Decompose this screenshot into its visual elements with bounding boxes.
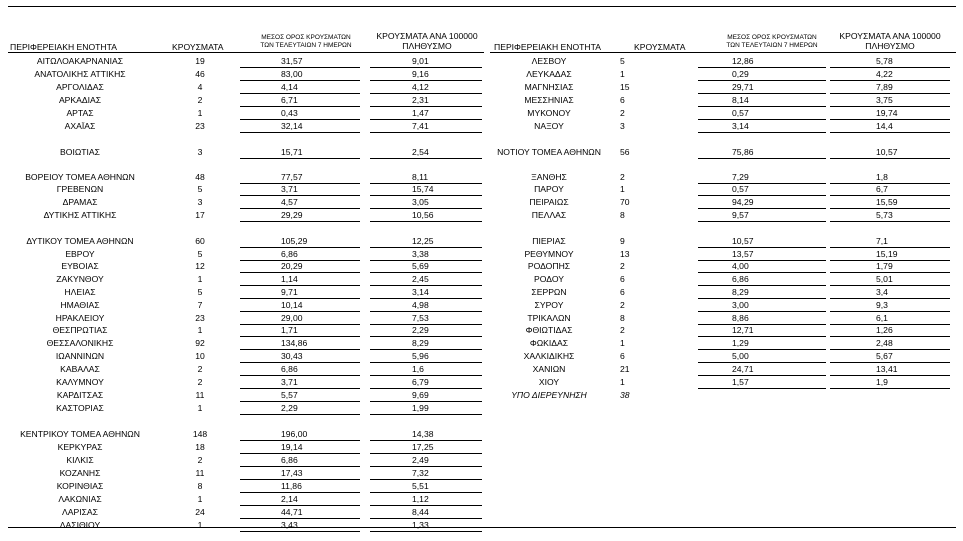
left-header-per100k [372, 31, 482, 51]
cell-underline [240, 221, 360, 222]
right-cases-cell: 1 [620, 338, 625, 348]
left-avg7-cell: 30,43 [281, 351, 303, 361]
right-name-cell: ΦΩΚΙΔΑΣ [529, 338, 569, 348]
left-cases-cell: 92 [195, 338, 205, 348]
left-per100k-cell: 5,51 [412, 481, 429, 491]
right-name-cell: ΦΘΙΩΤΙΔΑΣ [525, 325, 573, 335]
right-avg7-cell: 13,57 [732, 249, 754, 259]
cell-underline [240, 132, 360, 133]
left-per100k-cell: 8,11 [412, 172, 429, 182]
left-name-cell: ΒΟΡΕΙΟΥ ΤΟΜΕΑ ΑΘΗΝΩΝ [25, 172, 135, 182]
left-per100k-cell: 17,25 [412, 442, 434, 452]
right-per100k-cell: 6,1 [876, 313, 888, 323]
left-avg7-cell: 196,00 [281, 429, 308, 439]
right-avg7-cell: 24,71 [732, 364, 754, 374]
left-header-per100k-line2: ΠΛΗΘΥΣΜΟ [402, 41, 452, 51]
right-name-cell: ΝΟΤΙΟΥ ΤΟΜΕΑ ΑΘΗΝΩΝ [497, 147, 601, 157]
left-per100k-cell: 12,25 [412, 236, 434, 246]
right-name-cell: ΛΕΥΚΑΔΑΣ [526, 69, 572, 79]
left-per100k-cell: 2,29 [412, 325, 429, 335]
left-avg7-cell: 6,86 [281, 455, 298, 465]
right-name-cell: ΝΑΞΟΥ [534, 121, 564, 131]
left-avg7-cell: 2,14 [281, 494, 298, 504]
left-name-cell: ΑΡΤΑΣ [66, 108, 94, 118]
right-avg7-cell: 8,86 [732, 313, 749, 323]
right-cases-cell: 1 [620, 377, 625, 387]
left-avg7-cell: 10,14 [281, 300, 303, 310]
left-name-cell: ΙΩΑΝΝΙΝΩΝ [55, 351, 105, 361]
right-avg7-cell: 4,00 [732, 261, 749, 271]
left-avg7-cell: 20,29 [281, 261, 303, 271]
right-name-cell: ΜΥΚΟΝΟΥ [527, 108, 571, 118]
left-per100k-cell: 7,53 [412, 313, 429, 323]
left-per100k-cell: 1,6 [412, 364, 424, 374]
right-per100k-cell: 1,26 [876, 325, 893, 335]
cell-underline [698, 158, 826, 159]
left-avg7-cell: 6,86 [281, 364, 298, 374]
left-per100k-cell: 2,54 [412, 147, 429, 157]
left-cases-cell: 3 [197, 147, 203, 157]
left-cases-cell: 1 [197, 274, 203, 284]
right-name-cell: ΜΕΣΣΗΝΙΑΣ [524, 95, 574, 105]
left-per100k-cell: 3,38 [412, 249, 429, 259]
left-avg7-cell: 6,86 [281, 249, 298, 259]
right-per100k-cell: 5,01 [876, 274, 893, 284]
right-avg7-cell: 1,57 [732, 377, 749, 387]
left-per100k-cell: 9,16 [412, 69, 429, 79]
right-name-cell: ΠΕΙΡΑΙΩΣ [529, 197, 569, 207]
right-per100k-cell: 5,78 [876, 56, 893, 66]
left-name-cell: ΚΑΣΤΟΡΙΑΣ [56, 403, 104, 413]
right-avg7-cell: 3,14 [732, 121, 749, 131]
right-name-cell: ΠΙΕΡΙΑΣ [532, 236, 566, 246]
right-cases-cell: 1 [620, 69, 625, 79]
left-cases-cell: 1 [197, 520, 203, 530]
right-cases-cell: 70 [620, 197, 630, 207]
right-per100k-cell: 1,9 [876, 377, 888, 387]
left-name-cell: ΚΟΡΙΝΘΙΑΣ [56, 481, 104, 491]
left-avg7-cell: 3,71 [281, 184, 298, 194]
left-per100k-cell: 3,05 [412, 197, 429, 207]
right-per100k-cell: 5,67 [876, 351, 893, 361]
right-cases-cell: 8 [620, 210, 625, 220]
cell-underline [240, 414, 360, 415]
left-avg7-cell: 1,14 [281, 274, 298, 284]
left-cases-cell: 1 [197, 108, 203, 118]
left-name-cell: ΓΡΕΒΕΝΩΝ [56, 184, 104, 194]
right-avg7-cell: 1,29 [732, 338, 749, 348]
right-cases-cell: 2 [620, 261, 625, 271]
left-name-cell: ΚΕΝΤΡΙΚΟΥ ΤΟΜΕΑ ΑΘΗΝΩΝ [20, 429, 140, 439]
left-cases-cell: 7 [197, 300, 203, 310]
right-avg7-cell: 10,57 [732, 236, 754, 246]
left-cases-cell: 11 [195, 468, 205, 478]
right-name-cell: ΧΑΝΙΩΝ [532, 364, 566, 374]
left-per100k-cell: 4,12 [412, 82, 429, 92]
left-name-cell: ΚΟΖΑΝΗΣ [59, 468, 101, 478]
right-name-cell: ΠΑΡΟΥ [534, 184, 564, 194]
left-avg7-cell: 15,71 [281, 147, 303, 157]
right-avg7-cell: 8,14 [732, 95, 749, 105]
left-avg7-cell: 77,57 [281, 172, 303, 182]
right-header-per100k-line1: ΚΡΟΥΣΜΑΤΑ ΑΝΑ 100000 [839, 31, 941, 41]
right-per100k-cell: 4,22 [876, 69, 893, 79]
left-cases-cell: 5 [197, 249, 203, 259]
right-cases-cell: 6 [620, 95, 625, 105]
left-name-cell: ΕΥΒΟΙΑΣ [61, 261, 99, 271]
left-avg7-cell: 9,71 [281, 287, 298, 297]
left-avg7-cell: 32,14 [281, 121, 303, 131]
left-name-cell: ΒΟΙΩΤΙΑΣ [60, 147, 100, 157]
right-avg7-cell: 75,86 [732, 147, 754, 157]
right-cases-cell: 6 [620, 274, 625, 284]
right-name-cell: ΡΕΘΥΜΝΟΥ [524, 249, 574, 259]
right-cases-cell: 9 [620, 236, 625, 246]
left-cases-cell: 1 [197, 403, 203, 413]
right-name-cell: ΧΑΛΚΙΔΙΚΗΣ [523, 351, 575, 361]
left-cases-cell: 2 [197, 364, 203, 374]
right-avg7-cell: 6,86 [732, 274, 749, 284]
left-avg7-cell: 31,57 [281, 56, 303, 66]
right-header-avg [722, 34, 822, 50]
right-avg7-cell: 29,71 [732, 82, 754, 92]
left-per100k-cell: 10,56 [412, 210, 434, 220]
right-header-rule [490, 52, 956, 53]
left-name-cell: ΛΑΣΙΘΙΟΥ [59, 520, 101, 530]
right-cases-cell: 2 [620, 300, 625, 310]
right-avg7-cell: 0,57 [732, 108, 749, 118]
left-cases-cell: 4 [197, 82, 203, 92]
left-per100k-cell: 1,33 [412, 520, 429, 530]
left-per100k-cell: 5,69 [412, 261, 429, 271]
left-name-cell: ΑΧΑΪΑΣ [64, 121, 96, 131]
left-per100k-cell: 7,32 [412, 468, 429, 478]
left-avg7-cell: 105,29 [281, 236, 308, 246]
left-cases-cell: 2 [197, 377, 203, 387]
left-cases-cell: 2 [197, 455, 203, 465]
right-header-cases: ΚΡΟΥΣΜΑΤΑ [634, 42, 686, 52]
right-per100k-cell: 1,8 [876, 172, 888, 182]
left-name-cell: ΚΕΡΚΥΡΑΣ [57, 442, 103, 452]
left-cases-cell: 60 [195, 236, 205, 246]
right-per100k-cell: 2,48 [876, 338, 893, 348]
left-name-cell: ΛΑΡΙΣΑΣ [62, 507, 98, 517]
left-cases-cell: 5 [197, 184, 203, 194]
right-cases-cell: 21 [620, 364, 630, 374]
right-name-cell: ΥΠΟ ΔΙΕΡΕΥΝΗΣΗ [511, 390, 587, 400]
right-header-per100k [834, 31, 946, 51]
left-cases-cell: 1 [197, 494, 203, 504]
right-cases-cell: 56 [620, 147, 630, 157]
cell-underline [370, 531, 482, 532]
right-per100k-cell: 15,19 [876, 249, 898, 259]
left-avg7-cell: 2,29 [281, 403, 298, 413]
left-cases-cell: 24 [195, 507, 205, 517]
right-per100k-cell: 6,7 [876, 184, 888, 194]
cell-underline [830, 388, 950, 389]
left-per100k-cell: 2,49 [412, 455, 429, 465]
left-name-cell: ΘΕΣΠΡΩΤΙΑΣ [52, 325, 108, 335]
left-cases-cell: 12 [195, 261, 205, 271]
left-name-cell: ΚΑΒΑΛΑΣ [60, 364, 100, 374]
left-cases-cell: 8 [197, 481, 203, 491]
right-per100k-cell: 5,73 [876, 210, 893, 220]
right-name-cell: ΧΙΟΥ [538, 377, 560, 387]
left-avg7-cell: 6,71 [281, 95, 298, 105]
right-avg7-cell: 12,86 [732, 56, 754, 66]
right-per100k-cell: 15,59 [876, 197, 898, 207]
left-cases-cell: 19 [195, 56, 205, 66]
left-cases-cell: 2 [197, 95, 203, 105]
cell-underline [240, 158, 360, 159]
right-avg7-cell: 0,29 [732, 69, 749, 79]
cell-underline [370, 221, 482, 222]
right-per100k-cell: 7,1 [876, 236, 888, 246]
cell-underline [830, 132, 950, 133]
right-cases-cell: 2 [620, 108, 625, 118]
left-per100k-cell: 4,98 [412, 300, 429, 310]
left-cases-cell: 46 [195, 69, 205, 79]
cell-underline [370, 414, 482, 415]
left-per100k-cell: 6,79 [412, 377, 429, 387]
right-name-cell: ΣΕΡΡΩΝ [531, 287, 567, 297]
left-name-cell: ΑΝΑΤΟΛΙΚΗΣ ΑΤΤΙΚΗΣ [34, 69, 126, 79]
left-name-cell: ΚΙΛΚΙΣ [66, 455, 94, 465]
top-rule [8, 6, 956, 7]
right-cases-cell: 1 [620, 184, 625, 194]
left-avg7-cell: 4,57 [281, 197, 298, 207]
cell-underline [370, 132, 482, 133]
left-name-cell: ΑΙΤΩΛΟΑΚΑΡΝΑΝΙΑΣ [36, 56, 124, 66]
left-name-cell: ΔΥΤΙΚΟΥ ΤΟΜΕΑ ΑΘΗΝΩΝ [26, 236, 134, 246]
right-avg7-cell: 94,29 [732, 197, 754, 207]
right-avg7-cell: 3,00 [732, 300, 749, 310]
left-name-cell: ΔΡΑΜΑΣ [62, 197, 98, 207]
left-header-avg-line1: ΜΕΣΟΣ ΟΡΟΣ ΚΡΟΥΣΜΑΤΩΝ [261, 34, 351, 41]
right-per100k-cell: 7,89 [876, 82, 893, 92]
right-cases-cell: 6 [620, 351, 625, 361]
left-avg7-cell: 3,71 [281, 377, 298, 387]
right-header-avg-line1: ΜΕΣΟΣ ΟΡΟΣ ΚΡΟΥΣΜΑΤΩΝ [727, 34, 817, 41]
left-cases-cell: 48 [195, 172, 205, 182]
left-avg7-cell: 29,29 [281, 210, 303, 220]
cell-underline [830, 158, 950, 159]
right-avg7-cell: 9,57 [732, 210, 749, 220]
right-per100k-cell: 10,57 [876, 147, 898, 157]
left-per100k-cell: 2,31 [412, 95, 429, 105]
left-avg7-cell: 1,71 [281, 325, 298, 335]
right-cases-cell: 3 [620, 121, 625, 131]
left-avg7-cell: 5,57 [281, 390, 298, 400]
cell-underline [370, 158, 482, 159]
left-name-cell: ΗΛΕΙΑΣ [64, 287, 96, 297]
right-per100k-cell: 19,74 [876, 108, 898, 118]
right-name-cell: ΡΟΔΟΠΗΣ [527, 261, 571, 271]
left-avg7-cell: 44,71 [281, 507, 303, 517]
left-cases-cell: 23 [195, 121, 205, 131]
left-cases-cell: 148 [192, 429, 208, 439]
left-per100k-cell: 9,01 [412, 56, 429, 66]
left-name-cell: ΗΡΑΚΛΕΙΟΥ [55, 313, 105, 323]
right-cases-cell: 2 [620, 172, 625, 182]
left-per100k-cell: 5,96 [412, 351, 429, 361]
left-name-cell: ΛΑΚΩΝΙΑΣ [58, 494, 102, 504]
left-header-avg [256, 34, 356, 50]
right-name-cell: ΜΑΓΝΗΣΙΑΣ [524, 82, 574, 92]
cell-underline [698, 221, 826, 222]
left-avg7-cell: 3,43 [281, 520, 298, 530]
right-name-cell: ΛΕΣΒΟΥ [531, 56, 567, 66]
right-cases-cell: 38 [620, 390, 630, 400]
right-name-cell: ΤΡΙΚΑΛΩΝ [527, 313, 571, 323]
left-avg7-cell: 83,00 [281, 69, 303, 79]
left-per100k-cell: 7,41 [412, 121, 429, 131]
right-cases-cell: 6 [620, 287, 625, 297]
left-header-rule [8, 52, 484, 53]
left-per100k-cell: 9,69 [412, 390, 429, 400]
right-name-cell: ΣΥΡΟΥ [534, 300, 564, 310]
left-per100k-cell: 1,99 [412, 403, 429, 413]
left-header-cases: ΚΡΟΥΣΜΑΤΑ [172, 42, 224, 52]
right-name-cell: ΠΕΛΛΑΣ [531, 210, 567, 220]
right-per100k-cell: 13,41 [876, 364, 898, 374]
right-avg7-cell: 0,57 [732, 184, 749, 194]
cell-underline [830, 221, 950, 222]
left-cases-cell: 23 [195, 313, 205, 323]
left-name-cell: ΑΡΓΟΛΙΔΑΣ [56, 82, 104, 92]
bottom-rule [8, 527, 956, 528]
right-per100k-cell: 1,79 [876, 261, 893, 271]
left-cases-cell: 18 [195, 442, 205, 452]
left-avg7-cell: 19,14 [281, 442, 303, 452]
left-cases-cell: 1 [197, 325, 203, 335]
cell-underline [698, 132, 826, 133]
left-cases-cell: 10 [195, 351, 205, 361]
right-avg7-cell: 8,29 [732, 287, 749, 297]
left-per100k-cell: 15,74 [412, 184, 434, 194]
right-cases-cell: 5 [620, 56, 625, 66]
left-per100k-cell: 1,12 [412, 494, 429, 504]
left-cases-cell: 11 [195, 390, 205, 400]
right-name-cell: ΡΟΔΟΥ [534, 274, 564, 284]
left-avg7-cell: 4,14 [281, 82, 298, 92]
left-avg7-cell: 17,43 [281, 468, 303, 478]
left-per100k-cell: 2,45 [412, 274, 429, 284]
left-name-cell: ΗΜΑΘΙΑΣ [60, 300, 100, 310]
left-header-region: ΠΕΡΙΦΕΡΕΙΑΚΗ ΕΝΟΤΗΤΑ [10, 42, 117, 52]
right-per100k-cell: 3,4 [876, 287, 888, 297]
left-header-avg-line2: ΤΩΝ ΤΕΛΕΥΤΑΙΩΝ 7 ΗΜΕΡΩΝ [260, 42, 352, 49]
left-name-cell: ΕΒΡΟΥ [65, 249, 95, 259]
left-per100k-cell: 8,29 [412, 338, 429, 348]
left-name-cell: ΔΥΤΙΚΗΣ ΑΤΤΙΚΗΣ [43, 210, 117, 220]
left-per100k-cell: 1,47 [412, 108, 429, 118]
left-avg7-cell: 0,43 [281, 108, 298, 118]
left-avg7-cell: 11,86 [281, 481, 302, 491]
left-avg7-cell: 134,86 [281, 338, 308, 348]
left-name-cell: ΚΑΡΔΙΤΣΑΣ [56, 390, 104, 400]
right-per100k-cell: 14,4 [876, 121, 893, 131]
cell-underline [698, 388, 826, 389]
right-header-per100k-line2: ΠΛΗΘΥΣΜΟ [865, 41, 915, 51]
left-per100k-cell: 3,14 [412, 287, 429, 297]
left-per100k-cell: 14,38 [412, 429, 434, 439]
right-avg7-cell: 7,29 [732, 172, 749, 182]
cell-underline [240, 531, 360, 532]
right-cases-cell: 13 [620, 249, 630, 259]
right-cases-cell: 2 [620, 325, 625, 335]
left-cases-cell: 3 [197, 197, 203, 207]
left-avg7-cell: 29,00 [281, 313, 303, 323]
right-avg7-cell: 5,00 [732, 351, 749, 361]
left-name-cell: ΖΑΚΥΝΘΟΥ [56, 274, 104, 284]
left-cases-cell: 17 [195, 210, 205, 220]
right-per100k-cell: 3,75 [876, 95, 893, 105]
right-name-cell: ΞΑΝΘΗΣ [531, 172, 567, 182]
left-header-per100k-line1: ΚΡΟΥΣΜΑΤΑ ΑΝΑ 100000 [376, 31, 478, 41]
right-per100k-cell: 9,3 [876, 300, 888, 310]
left-name-cell: ΚΑΛΥΜΝΟΥ [56, 377, 104, 387]
left-cases-cell: 5 [197, 287, 203, 297]
right-cases-cell: 8 [620, 313, 625, 323]
right-header-avg-line2: ΤΩΝ ΤΕΛΕΥΤΑΙΩΝ 7 ΗΜΕΡΩΝ [726, 42, 818, 49]
left-name-cell: ΑΡΚΑΔΙΑΣ [58, 95, 102, 105]
right-cases-cell: 15 [620, 82, 630, 92]
right-avg7-cell: 12,71 [732, 325, 754, 335]
left-per100k-cell: 8,44 [412, 507, 429, 517]
left-name-cell: ΘΕΣΣΑΛΟΝΙΚΗΣ [46, 338, 114, 348]
right-header-region: ΠΕΡΙΦΕΡΕΙΑΚΗ ΕΝΟΤΗΤΑ [494, 42, 601, 52]
